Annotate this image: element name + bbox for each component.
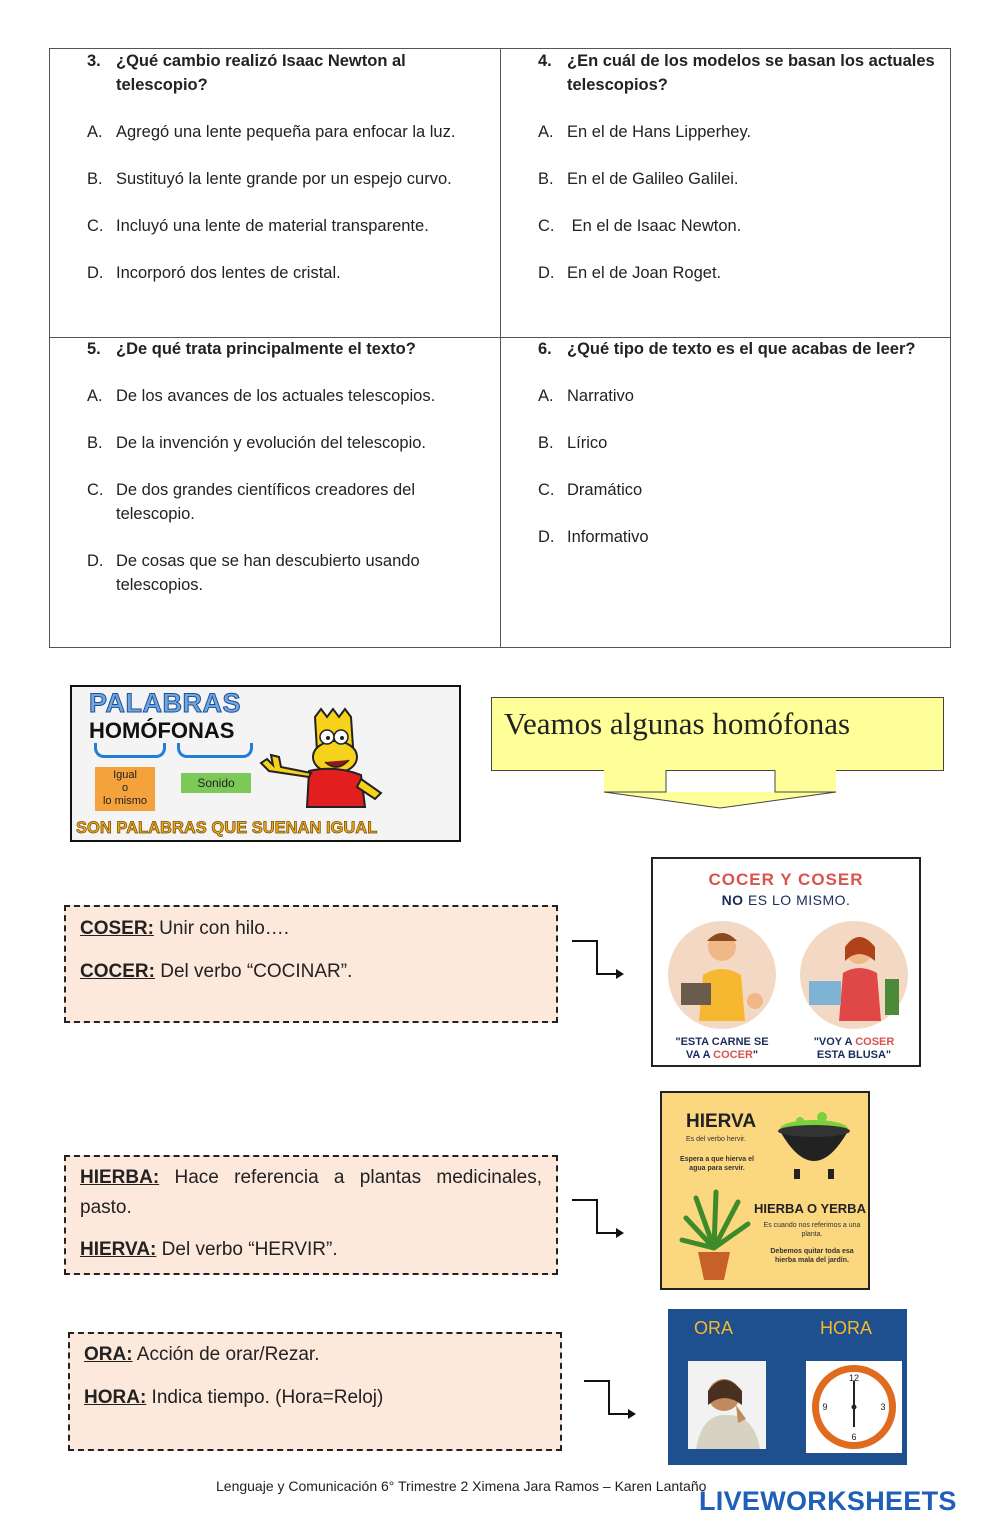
- plant-icon: [676, 1188, 754, 1283]
- banner-bottom-text: SON PALABRAS QUE SUENAN IGUAL: [76, 819, 378, 837]
- definition-box-hierba: [64, 1155, 558, 1275]
- cooking-man-icon: [667, 917, 777, 1032]
- definition-line: HORA: Indica tiempo. (Hora=Reloj): [84, 1387, 384, 1408]
- card-title: COCER Y COSER: [708, 870, 864, 889]
- brace-icon: [94, 743, 166, 758]
- definition-box-hora: [68, 1332, 562, 1451]
- caption-left: "ESTA CARNE SE VA A COCER": [675, 1036, 769, 1061]
- option-c[interactable]: C. Incluyó una lente de material transparente.: [87, 217, 429, 235]
- banner-title: PALABRAS: [89, 688, 241, 718]
- sonido-box: Sonido: [181, 773, 251, 793]
- question-5: [87, 337, 467, 597]
- clock-icon: [806, 1361, 902, 1453]
- option-d[interactable]: D. En el de Joan Roget.: [538, 264, 722, 282]
- question-4: [538, 49, 943, 285]
- option-b[interactable]: B. Sustituyó la lente grande por un espejo curvo.: [87, 170, 452, 188]
- caption-right: "VOY A COSER ESTA BLUSA": [813, 1036, 895, 1061]
- homofonas-banner: [70, 685, 461, 842]
- svg-text:6: 6: [851, 1432, 857, 1442]
- option-a[interactable]: A. En el de Hans Lipperhey.: [538, 123, 752, 141]
- card-label-hora: HORA: [820, 1318, 873, 1338]
- cocer-coser-image: [651, 857, 921, 1067]
- definition-line: ORA: Acción de orar/Rezar.: [84, 1344, 320, 1365]
- igual-box: Igual o lo mismo: [95, 767, 155, 811]
- ora-hora-image: [668, 1309, 907, 1465]
- question-number: 4.: [538, 52, 552, 70]
- brace-icon: [177, 743, 253, 758]
- option-b[interactable]: B. De la invención y evolución del telescopio.: [87, 434, 427, 452]
- definition-box-coser: [64, 905, 558, 1023]
- callout-title: Veamos algunas homófonas: [491, 697, 944, 771]
- definition-line: COSER: Unir con hilo….: [80, 918, 290, 939]
- definition-line: HIERBA: Hace referencia a plantas medicinales, pasto.: [80, 1167, 542, 1218]
- question-3: [87, 49, 487, 285]
- sewing-woman-icon: [799, 917, 909, 1032]
- option-a[interactable]: A. Agregó una lente pequeña para enfocar la luz.: [87, 123, 456, 141]
- definition-line: COCER: Del verbo “COCINAR”.: [80, 961, 353, 982]
- question-number: 6.: [538, 340, 552, 358]
- footer-credits: Lenguaje y Comunicación 6° Trimestre 2 Ximena Jara Ramos – Karen Lantaño: [216, 1478, 707, 1494]
- question-number: 3.: [87, 52, 101, 70]
- banner-subtitle: HOMÓFONAS: [89, 718, 235, 743]
- question-text: ¿Qué cambio realizó Isaac Newton al telescopio?: [116, 52, 406, 94]
- cartoon-character-icon: [257, 707, 397, 817]
- elbow-arrow-icon: [570, 938, 630, 982]
- elbow-arrow-icon: [570, 1197, 630, 1241]
- question-number: 5.: [87, 340, 101, 358]
- praying-person-icon: [688, 1361, 766, 1449]
- card-label-ora: ORA: [694, 1318, 734, 1338]
- option-c[interactable]: C. De dos grandes científicos creadores del telescopio.: [87, 481, 415, 523]
- elbow-arrow-icon: [582, 1378, 642, 1422]
- option-b[interactable]: B. En el de Galileo Galilei.: [538, 170, 739, 188]
- option-b[interactable]: B. Lírico: [538, 434, 608, 452]
- card-subtitle: HIERBA O YERBA: [754, 1201, 866, 1216]
- svg-text:12: 12: [848, 1373, 860, 1383]
- hierva-hierba-image: HIERVA Es del verbo hervir. Espera a que hierva el agua para servir. HIERBA O YERBA Es cuando nos referimos a una planta. Debemos quitar toda esa hierba mala del jardín.: [660, 1091, 870, 1290]
- table-divider-vertical: [500, 49, 501, 647]
- svg-text:3: 3: [880, 1402, 886, 1412]
- question-text: ¿De qué trata principalmente el texto?: [116, 340, 416, 358]
- option-d[interactable]: D. Incorporó dos lentes de cristal.: [87, 264, 341, 282]
- option-d[interactable]: D. De cosas que se han descubierto usando telescopios.: [87, 552, 420, 594]
- question-text: ¿En cuál de los modelos se basan los actuales telescopios?: [567, 52, 935, 94]
- svg-text:9: 9: [822, 1402, 828, 1412]
- option-a[interactable]: A. De los avances de los actuales telescopios.: [87, 387, 436, 405]
- cauldron-icon: [770, 1111, 860, 1183]
- down-arrow-icon: [600, 770, 840, 810]
- card-subtitle: NO ES LO MISMO.: [721, 892, 851, 908]
- card-title: HIERVA: [686, 1111, 757, 1132]
- liveworksheets-logo: LIVEWORKSHEETS: [699, 1486, 957, 1516]
- definition-line: HIERVA: Del verbo “HERVIR”.: [80, 1239, 338, 1260]
- question-6: [538, 337, 943, 549]
- question-text: ¿Qué tipo de texto es el que acabas de leer?: [567, 340, 916, 358]
- option-a[interactable]: A. Narrativo: [538, 387, 634, 405]
- option-c[interactable]: C. En el de Isaac Newton.: [538, 217, 742, 235]
- option-d[interactable]: D. Informativo: [538, 528, 649, 546]
- option-c[interactable]: C. Dramático: [538, 481, 643, 499]
